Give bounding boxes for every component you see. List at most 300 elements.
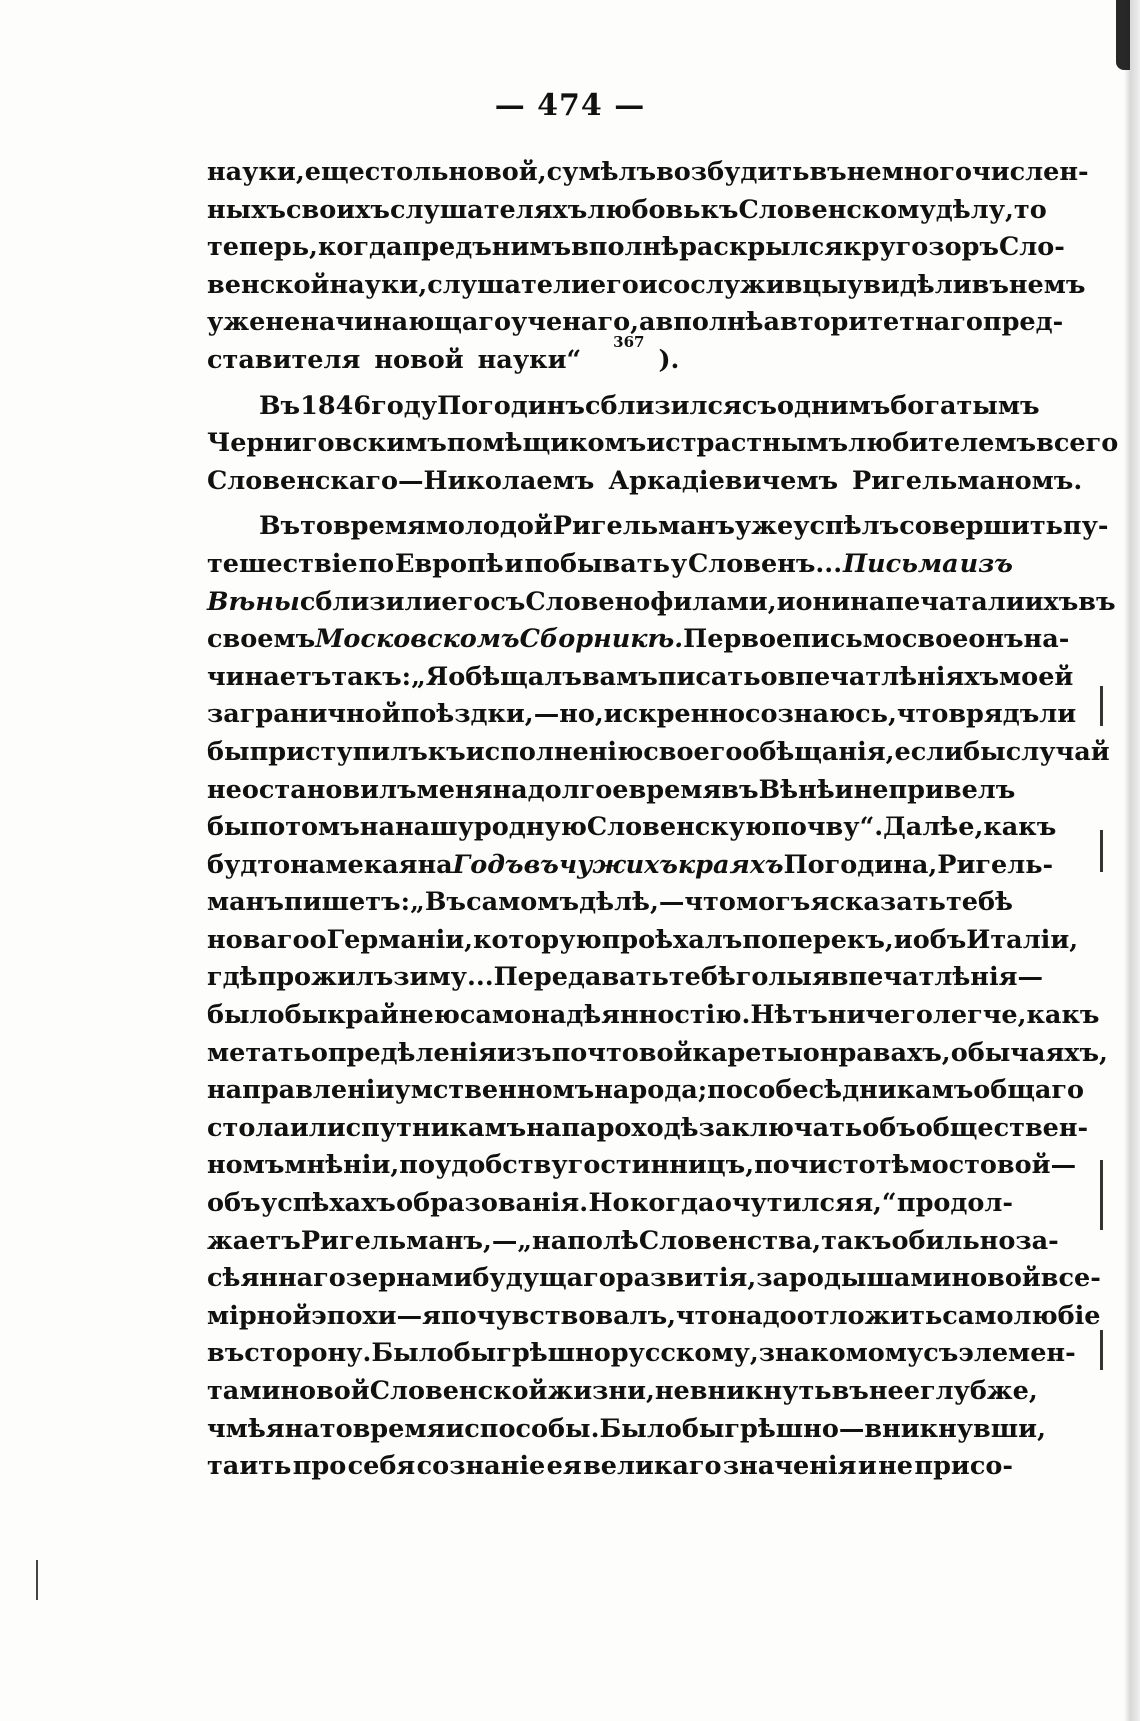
word: Европѣ <box>395 548 504 579</box>
word: году <box>371 390 438 421</box>
text-line <box>207 772 1016 810</box>
word: привелъ <box>888 774 1016 805</box>
word: сознаюсь, <box>745 699 897 730</box>
word: и <box>504 548 524 579</box>
word: любовь <box>587 194 701 225</box>
word: изъ <box>959 548 1013 579</box>
word: проѣхалъ <box>601 924 743 955</box>
word: по <box>754 1150 790 1181</box>
word: метать <box>207 1037 311 1068</box>
word: всего <box>1036 428 1119 459</box>
word: случай <box>1005 736 1110 767</box>
word: сознаніе <box>416 1451 546 1482</box>
word: бы <box>453 1338 497 1369</box>
word: кареты <box>692 1037 803 1068</box>
word: долгое <box>527 774 629 805</box>
text-line <box>207 508 1109 546</box>
word: Первое <box>683 624 793 655</box>
word: опредѣленія <box>310 1037 497 1068</box>
word: въ <box>831 1376 869 1406</box>
word: бы <box>207 812 250 843</box>
word: въ <box>207 1338 245 1369</box>
word: въ <box>721 774 759 805</box>
word: будущаго <box>472 1263 616 1294</box>
word: и <box>893 924 913 955</box>
word: и <box>857 1451 877 1482</box>
word: мірной <box>207 1300 312 1331</box>
word: себя <box>347 1451 416 1482</box>
paragraph-gap <box>207 500 1013 508</box>
word: приступилъ <box>249 736 428 767</box>
word: раскрылся <box>679 232 844 263</box>
word: пишетъ: <box>284 887 411 918</box>
word: дѣлу, <box>935 194 1014 225</box>
text-line <box>207 1411 1046 1449</box>
word: полѣ <box>567 1225 639 1256</box>
word: они <box>795 586 851 617</box>
paragraph-gap <box>207 380 1013 388</box>
word: номъ <box>207 1150 285 1181</box>
word: на <box>359 812 395 843</box>
word: голыя <box>735 962 831 993</box>
text-line <box>207 1335 1076 1373</box>
word: Въ <box>259 511 301 542</box>
word: сослуживцы <box>657 269 847 300</box>
word: не <box>207 774 242 805</box>
word: на <box>526 1112 562 1143</box>
word: заграничной <box>207 699 401 730</box>
word: новаго <box>207 924 310 955</box>
paragraph <box>207 388 1119 501</box>
text-line <box>207 1072 1085 1110</box>
word: краяхъ <box>677 849 784 880</box>
word: значенія <box>722 1451 857 1482</box>
word: ученаго, <box>511 307 639 338</box>
word: очутился <box>714 1188 854 1219</box>
word: о <box>309 924 327 955</box>
text-line <box>207 192 1047 230</box>
text-line <box>207 229 1065 267</box>
word: пу- <box>1062 511 1109 542</box>
word: то <box>1013 194 1047 225</box>
text-line <box>207 154 1089 192</box>
word: съ <box>490 586 526 617</box>
text-line <box>207 546 1013 584</box>
word: направленіи <box>207 1075 395 1106</box>
word: Германіи, <box>326 924 474 955</box>
word: по <box>358 548 395 579</box>
text-line <box>207 584 1116 622</box>
word: искренно <box>603 699 745 730</box>
word: врядъ <box>948 699 1040 730</box>
word: Черниговскимъ <box>207 428 447 459</box>
word: время <box>332 511 426 542</box>
word: въ <box>809 157 847 187</box>
word: ныхъ <box>207 194 286 225</box>
word: чистотѣ <box>789 1150 910 1181</box>
word: жизни, <box>547 1376 655 1406</box>
word: на <box>492 774 528 805</box>
word: обѣщанія, <box>742 736 895 767</box>
word: гостинницъ, <box>567 1150 755 1181</box>
word: сѣяннаго <box>207 1263 346 1294</box>
word: къ <box>427 736 466 767</box>
text-line <box>207 847 1054 885</box>
word: надо <box>727 1300 797 1331</box>
word: обѣщалъ <box>448 661 582 692</box>
word: самонадѣянностію. <box>459 1000 751 1031</box>
word: Аркадіевичемъ <box>608 465 839 496</box>
word: своего <box>643 736 743 767</box>
word: своихъ <box>286 194 390 225</box>
word: зиму... <box>393 962 494 993</box>
word: удобству <box>434 1150 568 1181</box>
word: „Въ <box>410 887 466 918</box>
word: исполненію <box>465 736 644 767</box>
word: знакомому <box>758 1338 924 1369</box>
word: общаго <box>973 1075 1085 1106</box>
word: сблизился <box>584 390 742 421</box>
word: Словенофилами, <box>525 586 777 617</box>
word: Вѣнѣ <box>758 774 835 805</box>
word: о <box>760 661 778 692</box>
word: способы. <box>464 1413 600 1444</box>
word: кругозоръ <box>843 232 999 263</box>
word: сумѣлъ <box>546 157 657 187</box>
word: великаго <box>583 1451 722 1482</box>
word: науки, <box>329 269 428 300</box>
word: чинаетъ <box>207 661 332 692</box>
word: легче, <box>932 1000 1027 1031</box>
word: въ <box>1078 586 1116 617</box>
word: я,“ <box>854 1188 897 1219</box>
word: Ригельманъ,—„на <box>300 1225 568 1256</box>
word: за- <box>1015 1225 1059 1256</box>
word: пред- <box>982 307 1064 338</box>
word: какъ <box>1026 1000 1100 1031</box>
word: Словенскаго—Николаемъ <box>207 465 595 496</box>
word: Московскомъ <box>315 624 520 655</box>
word: ). <box>658 344 680 375</box>
word: еще <box>304 157 365 187</box>
word: время <box>628 774 722 805</box>
word: Вѣны <box>207 586 300 617</box>
word: тебѣ <box>945 887 1013 918</box>
text-line <box>207 1448 1013 1486</box>
word: онъ <box>968 624 1024 655</box>
word: грѣшно—вникнувши, <box>724 1413 1046 1444</box>
text-line <box>207 1035 1108 1073</box>
text-line <box>207 659 1074 697</box>
word: манъ <box>207 887 284 918</box>
word: было <box>207 1000 285 1031</box>
footnote-ref: 367 <box>613 332 645 351</box>
word: новой <box>280 1376 370 1406</box>
word: по <box>399 1150 435 1181</box>
word: Ригельманомъ. <box>852 465 1083 496</box>
word: какъ <box>983 812 1057 843</box>
word: новой <box>951 1263 1041 1294</box>
word: новой, <box>448 157 547 187</box>
word: побывать <box>524 548 670 579</box>
word: то <box>319 1413 353 1444</box>
word: дѣлѣ,—что <box>579 887 736 918</box>
word: Словенъ... <box>687 548 843 579</box>
word: молодой <box>425 511 553 542</box>
word: тешествіе <box>207 548 358 579</box>
margin-scan-mark <box>36 1560 38 1600</box>
word: глубже, <box>919 1376 1038 1406</box>
word: еслибы <box>894 736 1006 767</box>
word: ли <box>1039 699 1077 730</box>
word: что <box>896 699 949 730</box>
word: письмо <box>792 624 902 655</box>
text-line <box>207 621 1070 659</box>
word: и <box>646 428 666 459</box>
word: когда <box>629 1188 715 1219</box>
text-line <box>207 332 1013 380</box>
margin-scan-mark <box>1100 1330 1103 1370</box>
word: однимъ <box>777 390 891 421</box>
word: Было <box>371 1338 454 1369</box>
text-line <box>207 997 1100 1035</box>
word: сторону. <box>244 1338 372 1369</box>
text-line <box>207 425 1119 463</box>
word: моей <box>999 661 1074 692</box>
word: таить <box>207 1451 292 1482</box>
word: не <box>878 1451 914 1482</box>
text-line <box>207 809 1057 847</box>
word: время <box>352 1413 446 1444</box>
word: Письма <box>842 548 959 579</box>
word: успѣхахъ <box>260 1188 396 1219</box>
word: зародышами <box>756 1263 952 1294</box>
word: по <box>707 1075 743 1106</box>
word: собесѣдникамъ <box>742 1075 974 1106</box>
word: на- <box>1023 624 1070 655</box>
word: Въ <box>259 390 301 421</box>
word: такъ: <box>331 661 412 692</box>
word: зернами <box>345 1263 473 1294</box>
word: умственномъ <box>394 1075 595 1106</box>
word: обществен- <box>915 1112 1089 1143</box>
word: Было <box>599 1413 682 1444</box>
word: на <box>284 1413 320 1444</box>
word: ея <box>546 1451 582 1482</box>
word: у <box>670 548 688 579</box>
text-line <box>207 1373 1038 1411</box>
word: столь <box>364 157 449 187</box>
word: его <box>589 269 639 300</box>
word: почву“. <box>771 812 884 843</box>
paragraph <box>207 508 1116 1485</box>
word: немногочислен- <box>846 157 1089 187</box>
word: Италіи, <box>966 924 1079 955</box>
word: когда <box>317 232 403 263</box>
word: объ <box>912 924 967 955</box>
word: не <box>654 1376 690 1406</box>
word: о <box>802 1037 820 1068</box>
word: Ригельманъ <box>552 511 735 542</box>
word: успѣлъ <box>793 511 900 542</box>
word: теперь, <box>207 232 318 263</box>
word: уже <box>207 307 266 338</box>
word: помѣщикомъ <box>446 428 647 459</box>
word: вамъ <box>581 661 658 692</box>
word: намекая <box>290 849 418 880</box>
word: нашу <box>394 812 474 843</box>
word: Ригель- <box>937 849 1054 880</box>
word: любителемъ <box>848 428 1037 459</box>
word: жаетъ <box>207 1225 301 1256</box>
word: возбудить <box>656 157 810 187</box>
word: вникнуть <box>689 1376 832 1406</box>
word: Но <box>588 1188 630 1219</box>
word: русскому, <box>610 1338 759 1369</box>
word: объ <box>862 1112 916 1143</box>
word: авторитетнаго <box>763 307 983 338</box>
word: почувствовалъ, <box>440 1300 677 1331</box>
word: Словенскую <box>586 812 772 843</box>
word: на <box>417 849 453 880</box>
margin-scan-mark <box>1100 1160 1103 1230</box>
word: Сборникѣ. <box>519 624 684 655</box>
word: своемъ <box>207 624 316 655</box>
word: слушатели <box>427 269 590 300</box>
word: Погодинъ <box>437 390 585 421</box>
word: бы <box>284 1000 328 1031</box>
word: увидѣли <box>846 269 972 300</box>
word: стола <box>207 1112 290 1143</box>
word: не <box>265 307 301 338</box>
word: обычаяхъ, <box>950 1037 1108 1068</box>
text-line <box>207 1110 1089 1148</box>
word: гдѣ <box>207 962 258 993</box>
word: эпохи—я <box>311 1300 441 1331</box>
word: „Я <box>411 661 449 692</box>
text-line <box>207 959 1043 997</box>
text-line <box>207 267 1086 305</box>
word: Далѣе, <box>883 812 984 843</box>
paragraph <box>207 154 1089 380</box>
word: въ <box>971 269 1009 300</box>
text-line <box>207 1298 1101 1336</box>
text-line <box>207 922 1079 960</box>
word: уже <box>734 511 794 542</box>
word: меня <box>416 774 493 805</box>
word: слушателяхъ <box>389 194 588 225</box>
word: чужихъ <box>558 849 678 880</box>
word: ставителя <box>207 344 361 375</box>
word: науки, <box>207 157 305 187</box>
word: заключать <box>698 1112 863 1143</box>
word: мнѣніи, <box>284 1150 400 1181</box>
word: изъ <box>496 1037 552 1068</box>
word: богатымъ <box>890 390 1040 421</box>
text-line <box>207 463 1083 501</box>
word: мостовой— <box>909 1150 1077 1181</box>
word: бы <box>681 1413 725 1444</box>
word: Годъ <box>452 849 524 880</box>
word: которую <box>473 924 602 955</box>
word: съ <box>923 1338 959 1369</box>
word: остановилъ <box>241 774 417 805</box>
margin-scan-mark <box>1100 686 1103 726</box>
word: крайнею <box>327 1000 460 1031</box>
word: Словенства, <box>638 1225 822 1256</box>
word: новой <box>374 344 464 375</box>
word: спутникамъ <box>345 1112 527 1143</box>
text-line <box>207 1185 1013 1223</box>
word: писать <box>657 661 761 692</box>
text-line <box>207 388 1040 426</box>
word: развитія, <box>615 1263 757 1294</box>
word: тебѣ <box>668 962 736 993</box>
word: науки“ <box>477 344 582 375</box>
word: Сло- <box>999 232 1065 263</box>
word: я <box>810 887 830 918</box>
word: обильно <box>891 1225 1016 1256</box>
word: къ <box>700 194 739 225</box>
margin-scan-mark <box>1100 830 1103 872</box>
word: поѣздки,—но, <box>400 699 604 730</box>
text-line <box>207 1260 1101 1298</box>
word: 1846 <box>300 390 372 421</box>
word: про <box>292 1451 347 1482</box>
word: или <box>289 1112 346 1143</box>
word: поперекъ, <box>742 924 894 955</box>
word: страстнымъ <box>665 428 849 459</box>
word: не <box>853 774 889 805</box>
word: бы <box>207 736 250 767</box>
word: продол- <box>896 1188 1013 1219</box>
text-line <box>207 1223 1059 1261</box>
word: прожилъ <box>257 962 394 993</box>
page-binding-edge <box>1124 0 1140 1721</box>
word: такъ <box>821 1225 892 1256</box>
word: сблизили <box>299 586 442 617</box>
word: вполнѣ <box>655 307 764 338</box>
word: элемен- <box>958 1338 1076 1369</box>
word: и <box>445 1413 465 1444</box>
word: Словенскому <box>738 194 936 225</box>
page-number: — 474 — <box>494 88 646 123</box>
text-line <box>207 884 1013 922</box>
word: тами <box>207 1376 281 1406</box>
word: предъ <box>402 232 492 263</box>
word: самолюбіе <box>942 1300 1101 1331</box>
word: нравахъ, <box>819 1037 951 1068</box>
text-line <box>207 1147 1077 1185</box>
word: сказать <box>829 887 946 918</box>
word: свое <box>901 624 969 655</box>
word: напечатали <box>850 586 1025 617</box>
word: образованія. <box>396 1188 589 1219</box>
word: ихъ <box>1024 586 1079 617</box>
word: Погодина, <box>783 849 938 880</box>
word: совершить <box>899 511 1063 542</box>
word: народа; <box>594 1075 708 1106</box>
text-line <box>207 734 1110 772</box>
word: впечатлѣніяхъ <box>777 661 1000 692</box>
word: нимъ <box>491 232 572 263</box>
word: почтовой <box>551 1037 693 1068</box>
word: и <box>638 269 658 300</box>
word: съ <box>741 390 777 421</box>
word: и <box>776 586 796 617</box>
word: и <box>834 774 854 805</box>
word: ничего <box>827 1000 933 1031</box>
